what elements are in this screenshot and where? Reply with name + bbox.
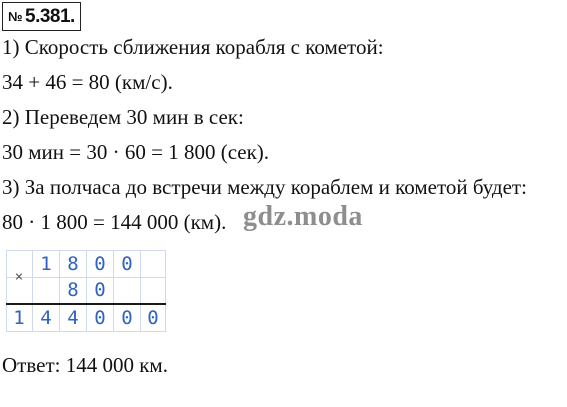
step-2-equation: 30 мин = 30 · 60 = 1 800 (сек).: [2, 140, 270, 164]
step-1-heading: 1) Скорость сближения корабля с кометой:: [2, 35, 384, 59]
problem-number-badge: [2, 2, 81, 31]
digit-cell: 4: [67, 307, 79, 329]
digit-cell: 0: [121, 307, 133, 329]
digit-cell: 8: [67, 253, 79, 275]
digit-cell: 0: [94, 307, 106, 329]
number-sign: №: [8, 9, 22, 24]
column-multiplication: [6, 250, 166, 332]
digit-cell: 0: [147, 307, 159, 329]
multiply-sign: ×: [14, 269, 24, 285]
digit-cell: 0: [94, 253, 106, 275]
step-1-equation: 34 + 46 = 80 (км/с).: [2, 70, 173, 94]
step-3-equation: 80 · 1 800 = 144 000 (км).: [2, 210, 227, 234]
step-2-heading: 2) Переведем 30 мин в сек:: [2, 105, 244, 129]
digit-cell: 0: [121, 253, 133, 275]
digit-cell: 4: [40, 307, 52, 329]
answer: Ответ: 144 000 км.: [2, 353, 168, 377]
step-3-heading: 3) За полчаса до встречи между кораблем и кометой будет:: [2, 175, 527, 199]
digit-cell: 8: [67, 279, 79, 301]
problem-number: 5.381.: [25, 6, 75, 27]
digit-cell: 1: [40, 253, 52, 275]
digit-cell: 0: [94, 279, 106, 301]
watermark: gdz.moda: [243, 201, 363, 232]
digit-cell: 1: [13, 307, 25, 329]
